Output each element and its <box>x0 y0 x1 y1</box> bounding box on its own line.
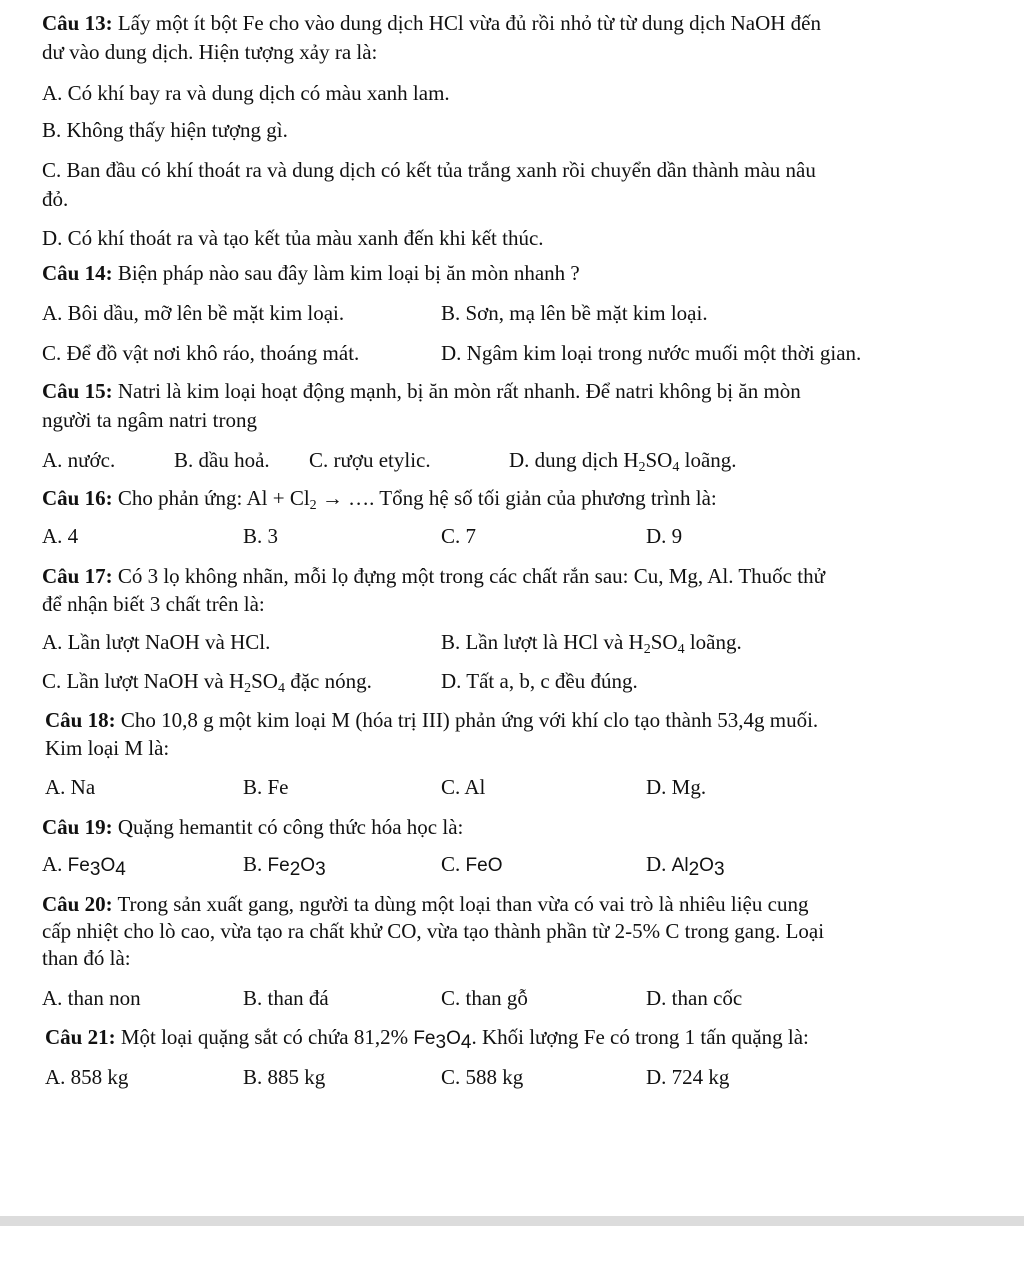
q20-stem-line1 <box>42 891 808 917</box>
q13-option-c-line1: C. Ban đầu có khí thoát ra và dung dịch có kết tủa trắng xanh rồi chuyển dần thành màu nâu <box>42 158 816 182</box>
q17-c-sub2: 4 <box>277 681 285 696</box>
q19-d-sub2: 3 <box>713 859 725 880</box>
q15-option-a: A. nước. <box>42 448 116 472</box>
q19-a-formula: Fe <box>67 855 90 876</box>
q17-c-suffix: đặc nóng. <box>284 669 372 693</box>
q18-option-c: C. Al <box>441 775 486 799</box>
q19-d-formula-2: O <box>699 855 714 876</box>
q13-label: Câu 13: <box>42 11 113 35</box>
q16-text-suffix: Tổng hệ số tối giản của phương trình là: <box>374 486 717 510</box>
q16-option-d: D. 9 <box>646 524 683 548</box>
q17-b-suffix: loãng. <box>684 630 742 654</box>
q14-text: Biện pháp nào sau đây làm kim loại bị ăn mòn nhanh ? <box>117 261 580 285</box>
q19-option-d <box>646 851 725 879</box>
q14-option-b: B. Sơn, mạ lên bề mặt kim loại. <box>441 301 708 325</box>
q16-label: Câu 16: <box>42 486 113 510</box>
q19-a-sub2: 4 <box>115 859 126 880</box>
q21-formula: Fe <box>413 1028 436 1049</box>
q13-option-c-line2: đỏ. <box>42 187 69 211</box>
q20-option-d: D. than cốc <box>646 986 743 1010</box>
q15-d-text: D. dung dịch H <box>509 448 639 472</box>
q17-text: Có 3 lọ không nhãn, mỗi lọ đựng một trong các chất rắn sau: Cu, Mg, Al. Thuốc thử <box>117 564 825 588</box>
q18-option-b: B. Fe <box>243 775 289 799</box>
q14-stem <box>42 260 580 286</box>
q13-option-a: A. Có khí bay ra và dung dịch có màu xanh lam. <box>42 81 450 105</box>
q18-text: Cho 10,8 g một kim loại M (hóa trị III) phản ứng với khí clo tạo thành 53,4g muối. <box>120 708 819 732</box>
q18-stem-line1 <box>45 707 818 733</box>
q20-label: Câu 20: <box>42 892 113 916</box>
q21-text-prefix: Một loại quặng sắt có chứa 81,2% <box>120 1025 414 1049</box>
q14-option-d: D. Ngâm kim loại trong nước muối một thời gian. <box>441 341 862 365</box>
q20-stem-line3: than đó là: <box>42 946 131 970</box>
q15-option-c: C. rượu etylic. <box>309 448 431 472</box>
q14-label: Câu 14: <box>42 261 113 285</box>
q17-stem-line1 <box>42 563 825 589</box>
q17-stem-line2: để nhận biết 3 chất trên là: <box>42 592 265 616</box>
q13-text: Lấy một ít bột Fe cho vào dung dịch HCl vừa đủ rồi nhỏ từ từ dung dịch NaOH đến <box>117 11 821 35</box>
q21-option-c: C. 588 kg <box>441 1065 524 1089</box>
q16-eq-sub: 2 <box>309 498 317 513</box>
q21-stem <box>45 1024 809 1052</box>
q16-option-c: C. 7 <box>441 524 477 548</box>
q21-option-d: D. 724 kg <box>646 1065 730 1089</box>
q16-option-b: B. 3 <box>243 524 279 548</box>
q17-b-sub1: 2 <box>643 642 651 657</box>
q19-label: Câu 19: <box>42 815 113 839</box>
q16-text-prefix: Cho phản ứng: <box>117 486 247 510</box>
q17-c-text: C. Lần lượt NaOH và H <box>42 669 245 693</box>
q16-equation: Al + Cl <box>246 486 310 510</box>
q19-a-sub1: 3 <box>89 859 101 880</box>
q19-d-formula: Al <box>671 855 689 876</box>
q17-option-a: A. Lần lượt NaOH và HCl. <box>42 630 271 654</box>
q18-option-a: A. Na <box>45 775 96 799</box>
q15-stem-line1 <box>42 378 801 404</box>
page-bottom-divider <box>0 1216 1024 1226</box>
q21-option-a: A. 858 kg <box>45 1065 129 1089</box>
q15-d-mid: SO <box>645 448 673 472</box>
q15-stem-line2: người ta ngâm natri trong <box>42 408 257 432</box>
q14-option-c: C. Để đồ vật nơi khô ráo, thoáng mát. <box>42 341 360 365</box>
q20-option-b: B. than đá <box>243 986 329 1010</box>
q21-sub1: 3 <box>435 1032 447 1053</box>
q20-stem-line2: cấp nhiệt cho lò cao, vừa tạo ra chất khử CO, vừa tạo thành phần từ 2-5% C trong gang. Loại <box>42 919 825 943</box>
q19-b-prefix: B. <box>243 852 268 876</box>
q19-text: Quặng hemantit có công thức hóa học là: <box>117 815 464 839</box>
q19-b-sub1: 2 <box>289 859 301 880</box>
q21-text-suffix: . Khối lượng Fe có trong 1 tấn quặng là: <box>471 1025 809 1049</box>
q15-d-suffix: loãng. <box>679 448 737 472</box>
q21-option-b: B. 885 kg <box>243 1065 326 1089</box>
q15-text: Natri là kim loại hoạt động mạnh, bị ăn mòn rất nhanh. Để natri không bị ăn mòn <box>117 379 801 403</box>
q19-d-sub1: 2 <box>688 859 700 880</box>
q17-b-text: B. Lần lượt là HCl và H <box>441 630 644 654</box>
q15-d-sub1: 2 <box>638 460 646 475</box>
q19-c-formula: FeO <box>465 855 503 876</box>
q16-eq-suffix: → …. <box>316 486 375 510</box>
q21-sub2: 4 <box>460 1032 472 1053</box>
q19-option-b <box>243 851 326 879</box>
q17-label: Câu 17: <box>42 564 113 588</box>
q19-a-formula-2: O <box>100 855 116 876</box>
q20-text: Trong sản xuất gang, người ta dùng một loại than vừa có vai trò là nhiêu liệu cung <box>117 892 809 916</box>
q17-c-mid: SO <box>251 669 278 693</box>
q19-b-sub2: 3 <box>315 859 326 880</box>
q17-b-sub2: 4 <box>677 642 685 657</box>
q13-stem-line2: dư vào dung dịch. Hiện tượng xảy ra là: <box>42 40 378 64</box>
q18-option-d: D. Mg. <box>646 775 707 799</box>
q15-option-d <box>509 447 737 473</box>
q19-d-prefix: D. <box>646 852 672 876</box>
q16-option-a: A. 4 <box>42 524 79 548</box>
q19-b-formula: Fe <box>267 855 290 876</box>
q20-option-a: A. than non <box>42 986 141 1010</box>
q19-option-c <box>441 851 502 879</box>
q16-stem <box>42 485 717 511</box>
q19-c-prefix: C. <box>441 852 466 876</box>
q19-b-formula-2: O <box>300 855 316 876</box>
q13-option-b: B. Không thấy hiện tượng gì. <box>42 118 288 142</box>
q15-label: Câu 15: <box>42 379 113 403</box>
q15-option-b: B. dầu hoả. <box>174 448 270 472</box>
q20-option-c: C. than gỗ <box>441 986 528 1010</box>
q17-b-mid: SO <box>650 630 678 654</box>
q13-stem-line1 <box>42 10 821 36</box>
q21-label: Câu 21: <box>45 1025 116 1049</box>
q21-formula-2: O <box>446 1028 461 1049</box>
q15-d-sub2: 4 <box>672 460 680 475</box>
q13-option-d: D. Có khí thoát ra và tạo kết tủa màu xanh đến khi kết thúc. <box>42 226 544 250</box>
q18-stem-line2: Kim loại M là: <box>45 736 170 760</box>
q17-c-sub1: 2 <box>244 681 252 696</box>
q19-a-prefix: A. <box>42 852 68 876</box>
q19-option-a <box>42 851 126 879</box>
q17-option-d: D. Tất a, b, c đều đúng. <box>441 669 638 693</box>
q18-label: Câu 18: <box>45 708 116 732</box>
q19-stem <box>42 814 463 840</box>
q17-option-b <box>441 629 742 655</box>
q14-option-a: A. Bôi dầu, mỡ lên bề mặt kim loại. <box>42 301 345 325</box>
q17-option-c <box>42 668 372 694</box>
